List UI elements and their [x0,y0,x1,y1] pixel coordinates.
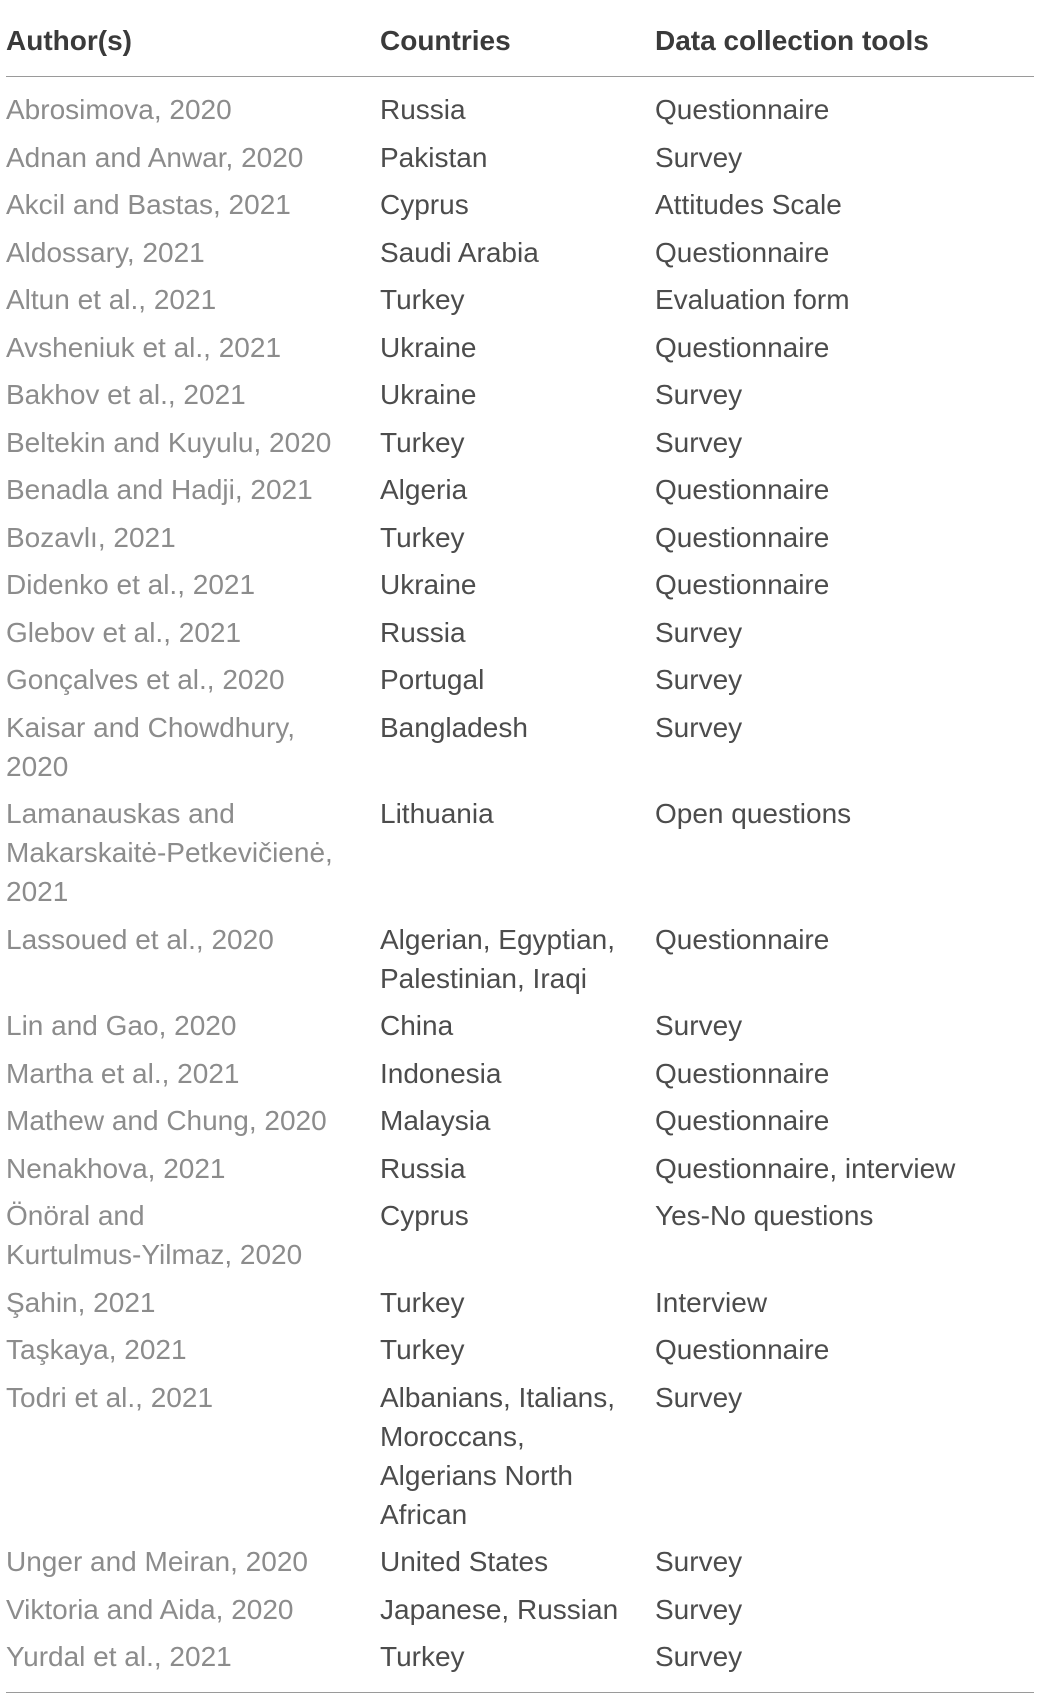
cell-tool [655,1149,1035,1188]
cell-country-line: Bangladesh [380,711,528,743]
cell-country-line: Ukraine [380,569,477,600]
cell-tool [655,138,1035,177]
table-header [0,0,1040,80]
cell-author [6,328,366,367]
cell-author-line: Akcil and Bastas, 2021 [6,189,291,220]
cell-country [380,185,635,224]
cell-author-line: Gonçalves et al., 2020 [6,664,285,695]
cell-tool [655,565,1035,604]
cell-tool [655,1006,1035,1045]
cell-tool [655,185,1035,224]
cell-country [380,1637,635,1676]
cell-country [380,660,635,699]
cell-author-line: Beltekin and Kuyulu, 2020 [6,426,332,458]
cell-country-line: Algerian, Egyptian, [380,923,616,955]
table-row [0,375,1040,422]
cell-tool-line: Questionnaire [655,1057,830,1089]
cell-country-line: Palestinian, Iraqi [380,962,588,994]
cell-country [380,708,635,747]
cell-tool [655,90,1035,129]
cell-author [6,613,366,652]
cell-author [6,1590,366,1629]
table-row [0,1006,1040,1053]
cell-author-line: Adnan and Anwar, 2020 [6,141,304,173]
table-row [0,1378,1040,1530]
cell-country-line: Japanese, Russian [380,1593,619,1625]
cell-author [6,423,366,462]
cell-tool-line: Open questions [655,798,852,829]
cell-country-line: United States [380,1546,549,1577]
table-row [0,1054,1040,1101]
cell-author [6,470,366,509]
table-row [0,470,1040,517]
cell-country-line: Malaysia [380,1105,491,1136]
cell-author [6,90,366,129]
cell-tool-line: Yes-No questions [655,1200,874,1231]
table-row [0,660,1040,707]
cell-tool-line: Survey [655,426,743,458]
cell-tool-line: Interview [655,1286,768,1318]
cell-author-line: 2020 [6,750,69,782]
cell-country [380,423,635,462]
cell-author-line: Makarskaitė-Petkevičienė, [6,837,333,868]
cell-author [6,565,366,604]
cell-country [380,138,635,177]
cell-country-line: Pakistan [380,141,488,173]
cell-country-line: Russia [380,94,466,125]
cell-tool-line: Survey [655,1593,743,1625]
cell-tool-line: Questionnaire [655,1105,830,1136]
cell-tool [655,1283,1035,1322]
cell-tool-line: Survey [655,1010,743,1041]
table-row [0,90,1040,137]
table-row [0,1330,1040,1377]
bottom-rule [6,1692,1034,1693]
cell-tool [655,1101,1035,1140]
cell-country-line: Ukraine [380,379,477,410]
cell-country-line: Russia [380,1152,466,1184]
cell-country-line: Indonesia [380,1057,502,1089]
cell-tool-line: Evaluation form [655,284,850,315]
table-row [0,565,1040,612]
cell-author-line: Önöral and [6,1200,145,1231]
cell-author-line: Benadla and Hadji, 2021 [6,474,313,505]
cell-tool [655,423,1035,462]
cell-country-line: Cyprus [380,189,469,220]
cell-author [6,1006,366,1045]
cell-author-line: Bozavlı, 2021 [6,521,176,553]
cell-author-line: Nenakhova, 2021 [6,1152,226,1184]
cell-tool [655,708,1035,747]
cell-tool-line: Questionnaire [655,1334,830,1365]
cell-tool-line: Survey [655,711,743,743]
cell-author-line: Yurdal et al., 2021 [6,1641,232,1672]
cell-country-line: China [380,1010,454,1041]
cell-country [380,90,635,129]
cell-tool-line: Attitudes Scale [655,189,842,220]
cell-country-line: Turkey [380,1641,465,1672]
cell-country-line: Algerians North [380,1459,573,1491]
cell-country-line: Portugal [380,664,485,695]
cell-country-line: Ukraine [380,331,477,363]
cell-tool-line: Questionnaire [655,474,830,505]
cell-author-line: Todri et al., 2021 [6,1381,214,1413]
cell-author-line: Altun et al., 2021 [6,284,217,315]
cell-tool [655,613,1035,652]
cell-author [6,660,366,699]
cell-country [380,1006,635,1045]
cell-country [380,920,635,998]
cell-author [6,1149,366,1188]
cell-country [380,1330,635,1369]
table-row [0,1283,1040,1330]
cell-tool [655,1196,1035,1235]
cell-author-line: Avsheniuk et al., 2021 [6,331,282,363]
table-row [0,1101,1040,1148]
cell-country [380,280,635,319]
cell-tool-line: Survey [655,1641,743,1672]
cell-tool [655,1637,1035,1676]
cell-author-line: Martha et al., 2021 [6,1057,240,1089]
cell-tool [655,280,1035,319]
table-row [0,613,1040,660]
cell-author [6,375,366,414]
cell-country [380,1378,635,1534]
cell-author-line: Unger and Meiran, 2020 [6,1546,308,1577]
cell-author-line: Aldossary, 2021 [6,236,205,268]
cell-country-line: Moroccans, [380,1420,525,1452]
cell-tool-line: Questionnaire [655,94,830,125]
cell-author-line: Taşkaya, 2021 [6,1334,187,1365]
cell-author-line: Lamanauskas and [6,798,235,829]
cell-tool-line: Survey [655,1546,743,1577]
table-row [0,1590,1040,1637]
cell-country-line: Turkey [380,1286,465,1318]
cell-author-line: Glebov et al., 2021 [6,616,242,648]
cell-author [6,1378,366,1417]
cell-author [6,233,366,272]
cell-country [380,328,635,367]
cell-tool [655,375,1035,414]
cell-author [6,138,366,177]
cell-country-line: Turkey [380,426,465,458]
cell-tool [655,1330,1035,1369]
cell-tool-line: Survey [655,664,743,695]
cell-tool-line: Survey [655,1381,743,1413]
cell-tool-line: Survey [655,141,743,173]
cell-tool [655,794,1035,833]
cell-author-line: Mathew and Chung, 2020 [6,1105,327,1136]
table-row [0,185,1040,232]
cell-tool [655,518,1035,557]
cell-author [6,1542,366,1581]
cell-country-line: Turkey [380,1334,465,1365]
table-row [0,1542,1040,1589]
cell-author [6,1330,366,1369]
cell-author [6,1101,366,1140]
cell-tool [655,920,1035,959]
table-row [0,280,1040,327]
cell-tool [655,328,1035,367]
table-row [0,708,1040,782]
cell-author [6,920,366,959]
cell-country [380,470,635,509]
cell-author-line: Didenko et al., 2021 [6,569,256,600]
cell-author [6,1196,366,1274]
table-row [0,920,1040,994]
header-author: Author(s) [6,25,132,56]
cell-country-line: Saudi Arabia [380,236,539,268]
header-data-collection-tools: Data collection tools [655,25,929,56]
cell-country [380,1196,635,1235]
table-row [0,794,1040,907]
cell-author-line: Kurtulmus-Yilmaz, 2020 [6,1239,303,1270]
cell-country-line: Albanians, Italians, [380,1381,616,1413]
cell-country [380,375,635,414]
cell-tool-line: Questionnaire [655,923,830,955]
cell-country-line: Lithuania [380,798,494,829]
cell-author-line: Lin and Gao, 2020 [6,1010,237,1041]
cell-author [6,1637,366,1676]
table-row [0,233,1040,280]
cell-country [380,565,635,604]
cell-country [380,1283,635,1322]
cell-author [6,280,366,319]
cell-country [380,1590,635,1629]
header-countries: Countries [380,25,511,56]
table-row [0,138,1040,185]
table-row [0,328,1040,375]
cell-tool [655,1054,1035,1093]
cell-author-line: Bakhov et al., 2021 [6,379,246,410]
cell-country [380,1542,635,1581]
cell-country-line: African [380,1498,468,1530]
cell-author [6,1054,366,1093]
cell-author-line: Viktoria and Aida, 2020 [6,1593,294,1625]
cell-country-line: Turkey [380,521,465,553]
cell-tool [655,470,1035,509]
cell-author-line: Lassoued et al., 2020 [6,923,274,955]
cell-country [380,1054,635,1093]
cell-country [380,233,635,272]
cell-tool-line: Survey [655,379,743,410]
cell-tool [655,233,1035,272]
cell-author [6,708,366,786]
cell-country-line: Turkey [380,284,465,315]
cell-author-line: Abrosimova, 2020 [6,94,232,125]
cell-tool-line: Survey [655,616,743,648]
cell-country-line: Algeria [380,474,468,505]
cell-author [6,794,366,911]
cell-country-line: Russia [380,616,466,648]
cell-country [380,518,635,557]
cell-tool [655,1590,1035,1629]
cell-country-line: Cyprus [380,1200,469,1231]
cell-country [380,1149,635,1188]
cell-tool-line: Questionnaire [655,331,830,363]
header-rule [6,76,1034,77]
cell-tool-line: Questionnaire [655,236,830,268]
table-row [0,1149,1040,1196]
cell-tool-line: Questionnaire [655,569,830,600]
table-row [0,1196,1040,1270]
cell-author-line: 2021 [6,876,69,907]
cell-country [380,613,635,652]
cell-tool [655,1378,1035,1417]
cell-author [6,518,366,557]
cell-tool [655,660,1035,699]
table-row [0,1637,1040,1684]
cell-author-line: Şahin, 2021 [6,1286,156,1318]
cell-author-line: Kaisar and Chowdhury, [6,711,295,743]
cell-tool [655,1542,1035,1581]
cell-author [6,185,366,224]
cell-tool-line: Questionnaire, interview [655,1152,956,1184]
table-row [0,518,1040,565]
cell-tool-line: Questionnaire [655,521,830,553]
table-row [0,423,1040,470]
cell-country [380,1101,635,1140]
cell-author [6,1283,366,1322]
cell-country [380,794,635,833]
